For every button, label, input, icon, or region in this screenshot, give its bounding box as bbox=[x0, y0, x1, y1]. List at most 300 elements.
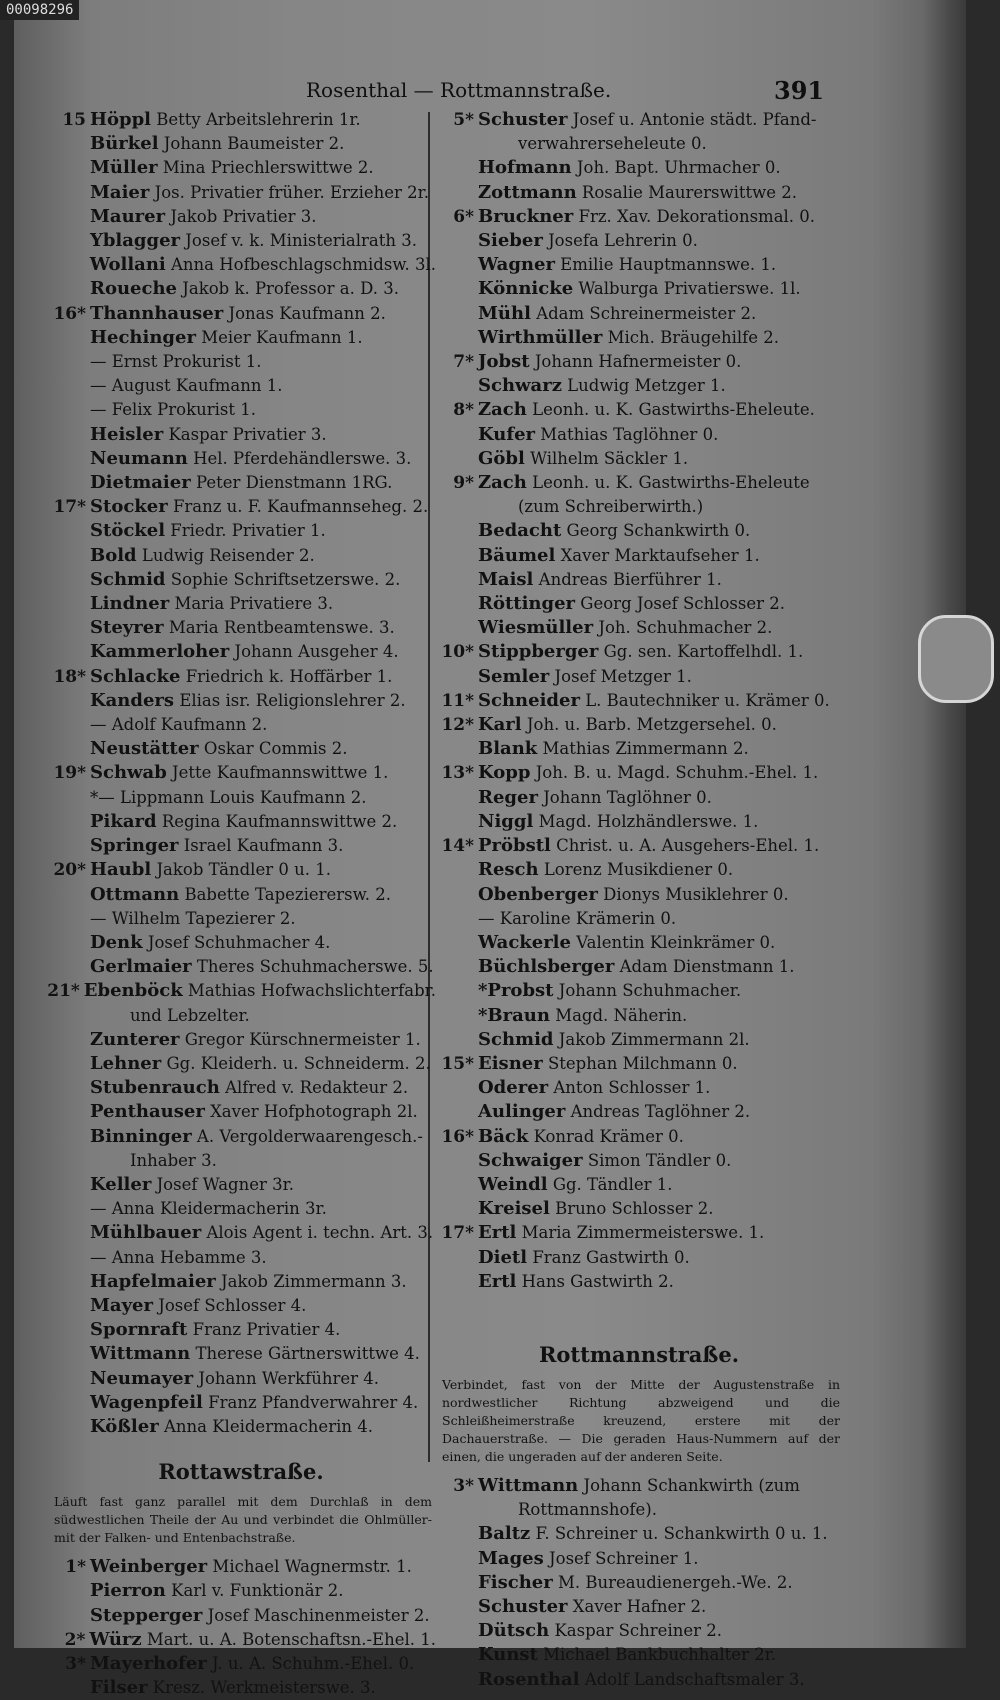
resident-details: Anna Hofbeschlagschmidsw. 3l. bbox=[171, 255, 436, 275]
resident-details: Michael Wagnermstr. 1. bbox=[212, 1557, 412, 1577]
entry-body bbox=[474, 374, 726, 398]
directory-entry bbox=[46, 1579, 436, 1603]
directory-entry bbox=[434, 1571, 844, 1595]
resident-details: Johann Schuhmacher. bbox=[558, 981, 742, 1001]
entry-body bbox=[474, 1595, 706, 1619]
resident-surname: Spornraft bbox=[90, 1319, 188, 1341]
entry-body bbox=[474, 1076, 710, 1100]
entry-body bbox=[86, 519, 326, 543]
directory-entry bbox=[434, 1498, 844, 1522]
resident-surname: Weinberger bbox=[90, 1556, 208, 1578]
entry-body bbox=[474, 181, 797, 205]
directory-entry bbox=[434, 1547, 844, 1571]
directory-entry bbox=[46, 326, 436, 350]
house-number: 13* bbox=[441, 763, 474, 784]
resident-details: Johann Schankwirth (zum bbox=[583, 1475, 800, 1495]
resident-details: Ludwig Metzger 1. bbox=[567, 376, 726, 396]
resident-surname: Yblagger bbox=[90, 230, 181, 252]
resident-surname: Binninger bbox=[90, 1125, 192, 1147]
resident-surname: Bold bbox=[90, 544, 137, 566]
resident-surname: Schwab bbox=[90, 762, 167, 784]
resident-details: Magd. Näherin. bbox=[555, 1005, 688, 1025]
entry-body bbox=[86, 1173, 294, 1197]
resident-details: Anton Schlosser 1. bbox=[553, 1078, 711, 1098]
entry-body bbox=[86, 253, 436, 277]
entry-body bbox=[86, 1652, 414, 1676]
directory-entry bbox=[46, 979, 436, 1003]
entry-body bbox=[474, 1100, 750, 1124]
directory-entry bbox=[434, 544, 844, 568]
left-entries bbox=[46, 108, 436, 1439]
resident-details: Simon Tändler 0. bbox=[587, 1150, 732, 1170]
entry-body bbox=[86, 1221, 433, 1245]
directory-entry bbox=[46, 1197, 436, 1221]
resident-details: Josefa Lehrerin 0. bbox=[548, 231, 698, 251]
directory-entry bbox=[46, 1342, 436, 1366]
directory-entry bbox=[46, 1004, 436, 1028]
entry-body bbox=[474, 1643, 776, 1667]
house-number: 12* bbox=[441, 715, 474, 736]
directory-entry bbox=[434, 640, 844, 664]
entry-body bbox=[86, 205, 317, 229]
entry-body bbox=[85, 1628, 436, 1652]
directory-page bbox=[14, 0, 966, 1699]
resident-details: Magd. Holzhändlerswe. 1. bbox=[538, 811, 759, 831]
left-column bbox=[46, 108, 436, 1700]
entry-body bbox=[86, 447, 411, 471]
resident-surname: Denk bbox=[90, 931, 143, 953]
entry-body bbox=[474, 810, 758, 834]
entry-body bbox=[474, 544, 760, 568]
resident-surname: Blank bbox=[478, 738, 538, 760]
directory-entry bbox=[434, 834, 844, 858]
resident-details: Konrad Krämer 0. bbox=[533, 1126, 684, 1146]
resident-details: Theres Schuhmacherswe. 5. bbox=[196, 957, 434, 977]
entry-body bbox=[474, 1668, 805, 1692]
entry-body bbox=[86, 277, 399, 301]
directory-entry bbox=[46, 519, 436, 543]
directory-entry bbox=[434, 1474, 844, 1498]
resident-details: Leonh. u. K. Gastwirths-Eheleute bbox=[532, 473, 810, 493]
resident-surname: Höppl bbox=[90, 109, 152, 130]
directory-entry bbox=[46, 616, 436, 640]
resident-details: Johann Taglöhner 0. bbox=[543, 787, 712, 807]
directory-entry bbox=[434, 1619, 844, 1643]
resident-details: Lorenz Musikdiener 0. bbox=[543, 860, 734, 880]
resident-surname: Mühlbauer bbox=[90, 1222, 202, 1244]
entry-body bbox=[474, 398, 815, 422]
entry-body bbox=[474, 665, 692, 689]
directory-entry bbox=[434, 132, 844, 156]
directory-entry bbox=[434, 858, 844, 882]
directory-entry bbox=[46, 1100, 436, 1124]
directory-entry bbox=[46, 253, 436, 277]
resident-details: Franz Gastwirth 0. bbox=[532, 1247, 690, 1267]
resident-details: Gg. sen. Kartoffelhdl. 1. bbox=[603, 642, 804, 662]
directory-entry bbox=[46, 1221, 436, 1245]
resident-details: Gg. Tändler 1. bbox=[552, 1174, 673, 1194]
entry-body bbox=[86, 1004, 250, 1028]
entry-body bbox=[86, 1100, 418, 1124]
entry-body bbox=[86, 834, 343, 858]
resident-details: Maria Zimmermeisterswe. 1. bbox=[521, 1223, 765, 1243]
resident-details: Andreas Taglöhner 2. bbox=[570, 1102, 751, 1122]
resident-details: Maria Rentbeamtenswe. 3. bbox=[168, 618, 395, 638]
directory-entry bbox=[434, 931, 844, 955]
resident-surname: Müller bbox=[90, 157, 158, 179]
resident-surname: Heisler bbox=[90, 423, 164, 445]
resident-surname: Stubenrauch bbox=[90, 1077, 220, 1099]
resident-details: Elias isr. Religionslehrer 2. bbox=[179, 690, 406, 710]
resident-surname: Würz bbox=[89, 1628, 142, 1650]
directory-entry bbox=[434, 350, 844, 374]
entry-body bbox=[86, 302, 386, 326]
entry-body bbox=[86, 1342, 420, 1366]
entry-body bbox=[474, 277, 801, 301]
resident-details: Joh. Bapt. Uhrmacher 0. bbox=[576, 158, 781, 178]
resident-details: *— Lippmann Louis Kaufmann 2. bbox=[90, 787, 367, 807]
entry-body bbox=[86, 1391, 418, 1415]
resident-surname: Sieber bbox=[478, 230, 543, 252]
resident-details: Karl v. Funktionär 2. bbox=[171, 1581, 344, 1601]
section-title: Rottawstraße. bbox=[158, 1459, 324, 1485]
directory-entry bbox=[46, 398, 436, 422]
resident-surname: Ottmann bbox=[90, 883, 180, 905]
house-number: 17* bbox=[53, 497, 86, 518]
directory-entry bbox=[46, 205, 436, 229]
entry-body bbox=[86, 640, 399, 664]
directory-entry bbox=[46, 229, 436, 253]
resident-details: (zum Schreiberwirth.) bbox=[518, 497, 704, 517]
resident-details: — Karoline Krämerin 0. bbox=[478, 908, 677, 928]
entry-body bbox=[474, 713, 777, 737]
directory-entry bbox=[434, 1668, 844, 1692]
directory-entry bbox=[434, 326, 844, 350]
resident-surname: Kößler bbox=[90, 1415, 159, 1437]
entry-body bbox=[86, 786, 366, 810]
entry-body bbox=[86, 883, 391, 907]
house-number: 11* bbox=[441, 690, 474, 711]
resident-surname: *Probst bbox=[478, 980, 554, 1002]
directory-entry bbox=[46, 1652, 436, 1676]
resident-surname: Mayerhofer bbox=[90, 1652, 207, 1674]
resident-details: Mathias Hofwachslichterfabr. bbox=[187, 981, 436, 1001]
directory-entry bbox=[434, 761, 844, 785]
house-number: 6* bbox=[453, 206, 474, 227]
resident-surname: Dietl bbox=[478, 1246, 528, 1268]
resident-details: Joh. u. Barb. Metzgersehel. 0. bbox=[526, 715, 777, 735]
resident-details: Josef Schlosser 4. bbox=[158, 1295, 307, 1315]
resident-surname: Haubl bbox=[90, 859, 152, 881]
resident-surname: Gerlmaier bbox=[90, 956, 192, 978]
entry-body bbox=[86, 616, 395, 640]
resident-surname: Keller bbox=[90, 1173, 152, 1195]
directory-entry bbox=[46, 350, 436, 374]
directory-entry bbox=[46, 277, 436, 301]
house-number: 16* bbox=[53, 303, 86, 324]
resident-surname: Dietmaier bbox=[90, 472, 191, 494]
entry-body bbox=[86, 108, 361, 132]
entry-body bbox=[86, 326, 363, 350]
directory-entry bbox=[46, 1391, 436, 1415]
resident-surname: Bäumel bbox=[478, 544, 556, 566]
house-number: 14* bbox=[441, 836, 474, 857]
house-number: 9* bbox=[453, 473, 474, 494]
resident-surname: Könnicke bbox=[478, 278, 574, 300]
entry-body bbox=[86, 931, 330, 955]
resident-details: Gg. Kleiderh. u. Schneiderm. 2. bbox=[166, 1053, 431, 1073]
resident-details: Jette Kaufmannswittwe 1. bbox=[172, 763, 389, 783]
entry-body bbox=[86, 181, 429, 205]
section-rottmannstrasse bbox=[434, 1340, 844, 1692]
directory-entry bbox=[46, 1052, 436, 1076]
house-number: 8* bbox=[453, 400, 474, 421]
entry-body bbox=[86, 761, 388, 785]
directory-entry bbox=[434, 229, 844, 253]
resident-surname: Büchlsberger bbox=[478, 956, 615, 978]
directory-entry bbox=[434, 253, 844, 277]
directory-entry bbox=[46, 544, 436, 568]
resident-surname: Weindl bbox=[478, 1173, 548, 1195]
resident-details: — Felix Prokurist 1. bbox=[90, 400, 256, 420]
directory-entry bbox=[434, 398, 844, 422]
resident-details: Mina Priechlerswittwe 2. bbox=[162, 158, 374, 178]
resident-surname: *Braun bbox=[478, 1004, 550, 1026]
entry-body bbox=[86, 568, 400, 592]
entry-body bbox=[474, 253, 776, 277]
tab-clip bbox=[918, 615, 994, 703]
resident-details: Josef Schuhmacher 4. bbox=[147, 932, 331, 952]
directory-entry bbox=[46, 592, 436, 616]
resident-details: Franz Pfandverwahrer 4. bbox=[208, 1392, 419, 1412]
entry-body bbox=[474, 326, 779, 350]
resident-details: J. u. A. Schuhm.-Ehel. 0. bbox=[212, 1653, 415, 1673]
directory-entry bbox=[434, 1246, 844, 1270]
resident-details: Anna Kleidermacherin 4. bbox=[163, 1416, 373, 1436]
resident-surname: Ertl bbox=[478, 1222, 517, 1244]
directory-entry bbox=[46, 883, 436, 907]
directory-entry bbox=[46, 1076, 436, 1100]
house-number: 21* bbox=[47, 981, 80, 1002]
resident-surname: Eisner bbox=[478, 1052, 543, 1074]
resident-details: Ludwig Reisender 2. bbox=[141, 545, 315, 565]
resident-details: Regina Kaufmannswittwe 2. bbox=[161, 811, 398, 831]
resident-details: Jakob Privatier 3. bbox=[170, 206, 317, 226]
directory-entry bbox=[46, 761, 436, 785]
resident-details: Mich. Bräugehilfe 2. bbox=[607, 327, 779, 347]
directory-entry bbox=[434, 1595, 844, 1619]
resident-surname: Wagenpfeil bbox=[90, 1391, 203, 1413]
directory-entry bbox=[434, 786, 844, 810]
resident-details: Babette Tapezierersw. 2. bbox=[184, 884, 392, 904]
entry-body bbox=[474, 471, 810, 495]
entry-body bbox=[474, 1547, 699, 1571]
resident-surname: Pikard bbox=[90, 810, 157, 832]
directory-entry bbox=[434, 1028, 844, 1052]
directory-entry bbox=[434, 1270, 844, 1294]
entry-body bbox=[86, 1270, 407, 1294]
resident-surname: Wirthmüller bbox=[478, 326, 603, 348]
resident-surname: Stippberger bbox=[478, 641, 599, 663]
entry-body bbox=[86, 374, 282, 398]
page-edge bbox=[922, 0, 966, 1648]
directory-entry bbox=[46, 1318, 436, 1342]
resident-details: Jakob Zimmermann 3. bbox=[221, 1271, 407, 1291]
resident-details: Joh. B. u. Magd. Schuhm.-Ehel. 1. bbox=[535, 763, 819, 783]
entry-body bbox=[474, 1571, 793, 1595]
directory-entry bbox=[46, 471, 436, 495]
entry-body bbox=[474, 640, 803, 664]
resident-details: Johann Ausgeher 4. bbox=[234, 642, 399, 662]
entry-body bbox=[474, 447, 688, 471]
corner-label: 00098296 bbox=[0, 0, 79, 20]
entry-body bbox=[86, 713, 267, 737]
section-description: Läuft fast ganz parallel mit dem Durchlaß in dem südwestlichen Theile der Au und verbindet die Ohlmüller- mit der Falken- und Entenbachstraße. bbox=[54, 1494, 432, 1546]
resident-surname: Filser bbox=[90, 1677, 148, 1699]
resident-surname: Fischer bbox=[478, 1571, 553, 1593]
resident-details: Xaver Hafner 2. bbox=[572, 1596, 707, 1616]
resident-surname: Maier bbox=[90, 181, 150, 203]
entry-body bbox=[474, 592, 785, 616]
directory-entry bbox=[434, 1004, 844, 1028]
directory-entry bbox=[434, 302, 844, 326]
resident-details: Sophie Schriftsetzerswe. 2. bbox=[170, 569, 401, 589]
directory-entry bbox=[434, 1643, 844, 1667]
resident-details: Andreas Bierführer 1. bbox=[538, 569, 722, 589]
section-title: Rottmannstraße. bbox=[538, 1341, 740, 1367]
directory-entry bbox=[434, 979, 844, 1003]
entry-body bbox=[86, 1197, 327, 1221]
resident-details: und Lebzelter. bbox=[130, 1005, 250, 1025]
resident-surname: Lehner bbox=[90, 1052, 162, 1074]
directory-entry bbox=[434, 495, 844, 519]
entry-body bbox=[86, 810, 397, 834]
resident-surname: Schlacke bbox=[90, 665, 181, 687]
house-number: 10* bbox=[441, 642, 474, 663]
resident-surname: Bedacht bbox=[478, 520, 562, 542]
resident-surname: Kunst bbox=[478, 1644, 538, 1666]
resident-details: Peter Dienstmann 1RG. bbox=[195, 473, 393, 493]
resident-surname: Baltz bbox=[478, 1523, 531, 1545]
entry-body bbox=[86, 592, 333, 616]
directory-entry bbox=[434, 374, 844, 398]
running-header bbox=[14, 78, 966, 110]
directory-entry bbox=[46, 1676, 436, 1700]
house-number: 5* bbox=[453, 110, 474, 130]
resident-details: Meier Kaufmann 1. bbox=[201, 327, 363, 347]
resident-surname: Kanders bbox=[90, 689, 175, 711]
resident-details: Stephan Milchmann 0. bbox=[547, 1053, 738, 1073]
directory-entry bbox=[46, 132, 436, 156]
resident-surname: Schneider bbox=[478, 689, 580, 711]
directory-entry bbox=[434, 1149, 844, 1173]
resident-surname: Hapfelmaier bbox=[90, 1270, 216, 1292]
resident-details: Maria Privatiere 3. bbox=[174, 594, 334, 614]
resident-details: Mathias Taglöhner 0. bbox=[540, 424, 719, 444]
entry-body bbox=[86, 1149, 217, 1173]
directory-entry bbox=[434, 568, 844, 592]
directory-entry bbox=[46, 1604, 436, 1628]
entry-body bbox=[86, 955, 434, 979]
resident-details: Christ. u. A. Ausgehers-Ehel. 1. bbox=[556, 836, 820, 856]
resident-details: Josef u. Antonie städt. Pfand- bbox=[572, 110, 817, 129]
resident-surname: Schuster bbox=[478, 1595, 568, 1617]
resident-surname: Hechinger bbox=[90, 326, 196, 348]
directory-entry bbox=[434, 713, 844, 737]
house-number: 7* bbox=[453, 352, 474, 373]
resident-details: Michael Bankbuchhalter 2r. bbox=[543, 1645, 777, 1665]
house-number: 1* bbox=[65, 1557, 86, 1578]
directory-entry bbox=[46, 1149, 436, 1173]
entry-body bbox=[474, 156, 781, 180]
resident-details: Johann Baumeister 2. bbox=[163, 134, 345, 154]
resident-surname: Roueche bbox=[90, 278, 178, 300]
resident-details: Valentin Kleinkrämer 0. bbox=[576, 932, 776, 952]
directory-entry bbox=[434, 1197, 844, 1221]
entry-body bbox=[86, 665, 392, 689]
resident-surname: Göbl bbox=[478, 447, 525, 469]
resident-details: Israel Kaufmann 3. bbox=[183, 836, 344, 856]
directory-entry bbox=[46, 447, 436, 471]
entry-body bbox=[474, 955, 795, 979]
resident-details: Friedr. Privatier 1. bbox=[170, 521, 326, 541]
entry-body bbox=[80, 979, 436, 1003]
section-entries bbox=[46, 1555, 436, 1700]
directory-entry bbox=[434, 471, 844, 495]
resident-surname: Mühl bbox=[478, 302, 531, 324]
resident-surname: Kufer bbox=[478, 423, 536, 445]
entry-body bbox=[474, 786, 712, 810]
section-entries bbox=[434, 1474, 844, 1692]
resident-surname: Thannhauser bbox=[90, 302, 224, 324]
directory-entry bbox=[46, 1628, 436, 1652]
directory-entry bbox=[434, 1522, 844, 1546]
entry-body bbox=[86, 495, 428, 519]
house-number: 18* bbox=[53, 666, 86, 687]
resident-details: Adam Dienstmann 1. bbox=[619, 957, 795, 977]
resident-details: Xaver Marktaufseher 1. bbox=[560, 545, 760, 565]
entry-body bbox=[474, 568, 722, 592]
directory-entry bbox=[46, 907, 436, 931]
directory-entry bbox=[434, 883, 844, 907]
resident-surname: Zunterer bbox=[90, 1028, 180, 1050]
directory-entry bbox=[46, 181, 436, 205]
entry-body bbox=[86, 1318, 340, 1342]
header-title: Rosenthal — Rottmannstraße. bbox=[306, 78, 612, 102]
directory-entry bbox=[434, 737, 844, 761]
resident-surname: Jobst bbox=[478, 351, 530, 373]
entry-body bbox=[86, 423, 327, 447]
resident-details: Friedrich k. Hoffärber 1. bbox=[185, 666, 393, 686]
resident-details: M. Bureaudienergeh.-We. 2. bbox=[557, 1572, 793, 1592]
entry-body bbox=[86, 229, 417, 253]
resident-details: Hel. Pferdehändlerswe. 3. bbox=[193, 448, 412, 468]
entry-body bbox=[474, 737, 749, 761]
resident-surname: Kopp bbox=[478, 762, 531, 784]
resident-details: — August Kaufmann 1. bbox=[90, 376, 283, 396]
entry-body bbox=[474, 1173, 673, 1197]
resident-surname: Ertl bbox=[478, 1270, 517, 1292]
resident-surname: Pröbstl bbox=[478, 835, 551, 857]
directory-entry bbox=[46, 423, 436, 447]
resident-surname: Mages bbox=[478, 1547, 544, 1569]
directory-entry bbox=[46, 955, 436, 979]
directory-entry bbox=[46, 495, 436, 519]
resident-details: Hans Gastwirth 2. bbox=[521, 1271, 674, 1291]
directory-entry bbox=[434, 1173, 844, 1197]
resident-details: Kaspar Schreiner 2. bbox=[554, 1621, 722, 1641]
directory-entry bbox=[434, 1076, 844, 1100]
